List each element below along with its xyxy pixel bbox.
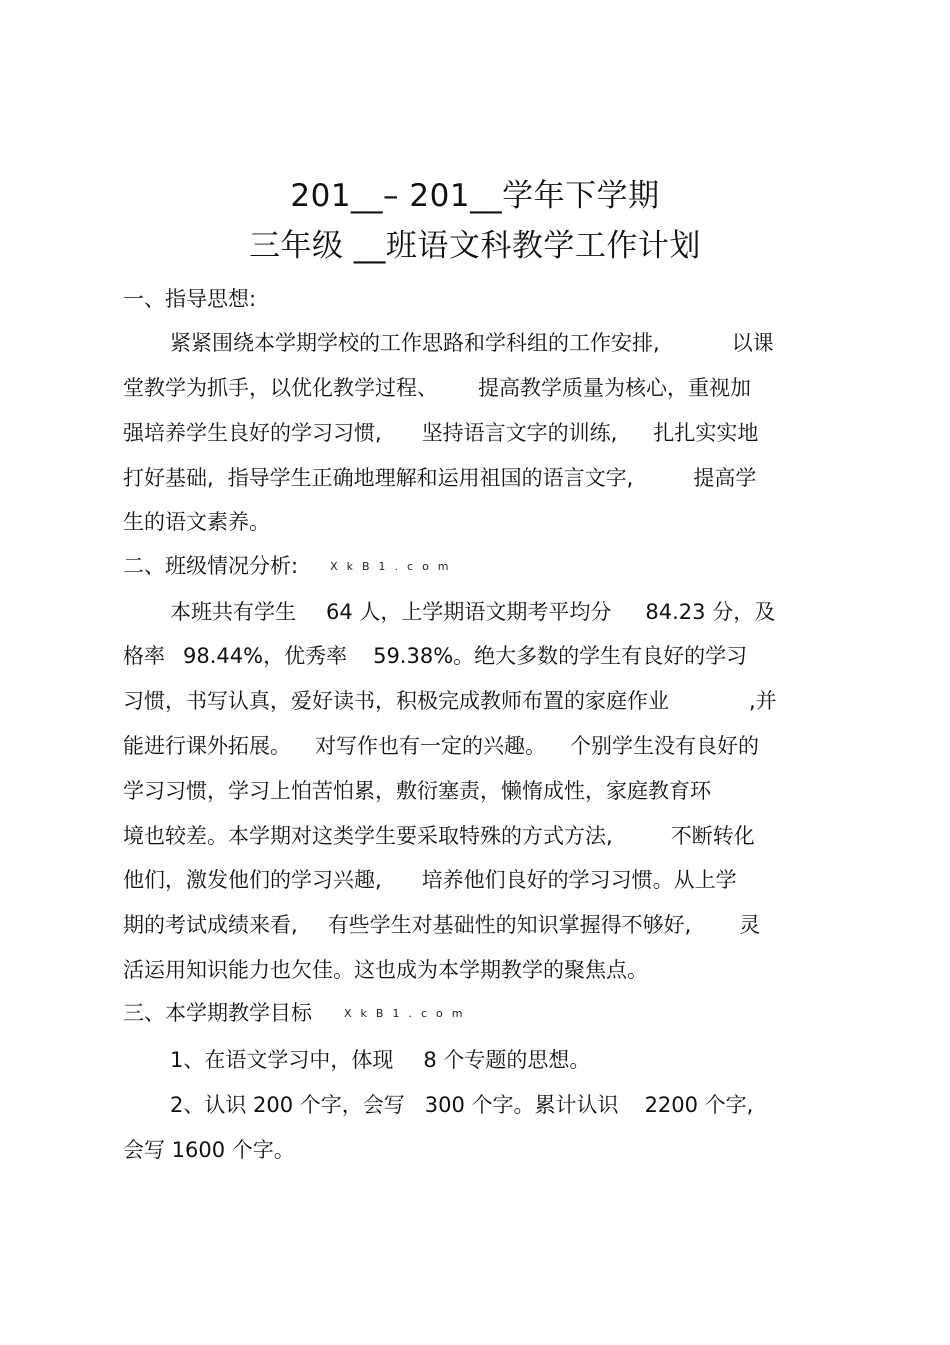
text-segment: 84.23 分，及 bbox=[645, 600, 776, 624]
text-segment: 境也较差。本学期对这类学生要采取特殊的方式方法, bbox=[123, 824, 613, 848]
section-3-heading-line bbox=[123, 998, 471, 1029]
text-segment: 98.44%，优秀率 bbox=[183, 644, 348, 668]
text-segment: 培养他们良好的学习习惯。从上学 bbox=[421, 868, 737, 892]
text-segment: 以课 bbox=[731, 331, 774, 355]
text-segment: 紧紧围绕本学期学校的工作思路和学科组的工作安排, bbox=[170, 331, 660, 355]
title-line-1: 201__– 201__学年下学期 bbox=[290, 178, 660, 214]
paragraph-line bbox=[123, 865, 737, 895]
text-segment: 期的考试成绩来看, bbox=[123, 913, 298, 937]
watermark-text: XkB1.com bbox=[344, 1007, 472, 1020]
text-segment: 堂教学为抓手，以优化教学过程、 bbox=[123, 376, 438, 400]
text-segment: 强培养学生良好的学习习惯, bbox=[123, 421, 382, 445]
paragraph-line bbox=[123, 776, 711, 806]
text-segment: 习惯，书写认真，爱好读书，积极完成教师布置的家庭作业 bbox=[123, 689, 669, 713]
watermark-text: XkB1.com bbox=[330, 560, 458, 573]
section-2-heading: 二、班级情况分析: bbox=[123, 554, 299, 578]
text-segment: 能进行课外拓展。 bbox=[123, 734, 291, 758]
section-2-heading-line bbox=[123, 551, 458, 582]
text-segment: 不断转化 bbox=[670, 824, 755, 848]
paragraph-line bbox=[170, 1090, 753, 1120]
text-segment: 活运用知识能力也欠佳。这也成为本学期教学的聚焦点。 bbox=[123, 958, 648, 982]
paragraph-line bbox=[123, 373, 751, 403]
paragraph-line bbox=[123, 821, 755, 851]
text-segment: 打好基础, bbox=[123, 466, 214, 490]
text-segment: 本班共有学生 bbox=[170, 600, 296, 624]
text-segment: 灵 bbox=[739, 913, 761, 937]
paragraph-line bbox=[170, 597, 775, 627]
text-segment: 会写 1600 个字。 bbox=[123, 1138, 295, 1162]
paragraph-line bbox=[123, 463, 756, 493]
text-segment: 扎扎实实地 bbox=[653, 421, 759, 445]
text-segment: 1、在语文学习中，体现 bbox=[170, 1048, 394, 1072]
paragraph-line bbox=[170, 1045, 590, 1075]
text-segment: ,并 bbox=[749, 689, 777, 713]
paragraph-line bbox=[123, 686, 777, 716]
text-segment: 指导学生正确地理解和运用祖国的语言文字, bbox=[227, 466, 634, 490]
paragraph-line bbox=[123, 910, 760, 940]
text-segment: 坚持语言文字的训练, bbox=[421, 421, 618, 445]
text-segment: 生的语文素养。 bbox=[123, 510, 270, 534]
text-segment: 59.38%。绝大多数的学生有良好的学习 bbox=[373, 644, 748, 668]
text-segment: 他们，激发他们的学习兴趣, bbox=[123, 868, 382, 892]
text-segment: 有些学生对基础性的知识掌握得不够好, bbox=[327, 913, 692, 937]
paragraph-line bbox=[123, 1135, 295, 1165]
paragraph-line bbox=[170, 328, 774, 358]
paragraph-line bbox=[123, 641, 747, 671]
text-segment: 对写作也有一定的兴趣。 bbox=[315, 734, 546, 758]
section-1-heading: 一、指导思想: bbox=[123, 287, 257, 311]
text-segment: 8 个专题的思想。 bbox=[423, 1048, 591, 1072]
text-segment: 2、认识 200 个字，会写 bbox=[170, 1093, 405, 1117]
text-segment: 学习习惯，学习上怕苦怕累，敷衍塞责，懒惰成性，家庭教育环 bbox=[123, 779, 711, 803]
text-segment: 300 个字。累计认识 bbox=[424, 1093, 619, 1117]
text-segment: 提高教学质量为核心，重视加 bbox=[478, 376, 751, 400]
text-segment: 2200 个字, bbox=[644, 1093, 754, 1117]
paragraph-line bbox=[123, 955, 648, 985]
paragraph-line bbox=[123, 507, 270, 537]
text-segment: 个别学生没有良好的 bbox=[570, 734, 759, 758]
text-segment: 64 人，上学期语文期考平均分 bbox=[326, 600, 612, 624]
paragraph-line bbox=[123, 731, 759, 761]
text-segment: 提高学 bbox=[693, 466, 757, 490]
title-line-2: 三年级 __班语文科教学工作计划 bbox=[249, 228, 701, 264]
text-segment: 格率 bbox=[123, 644, 165, 668]
section-3-heading: 三、本学期教学目标 bbox=[123, 1001, 312, 1025]
paragraph-line bbox=[123, 418, 758, 448]
